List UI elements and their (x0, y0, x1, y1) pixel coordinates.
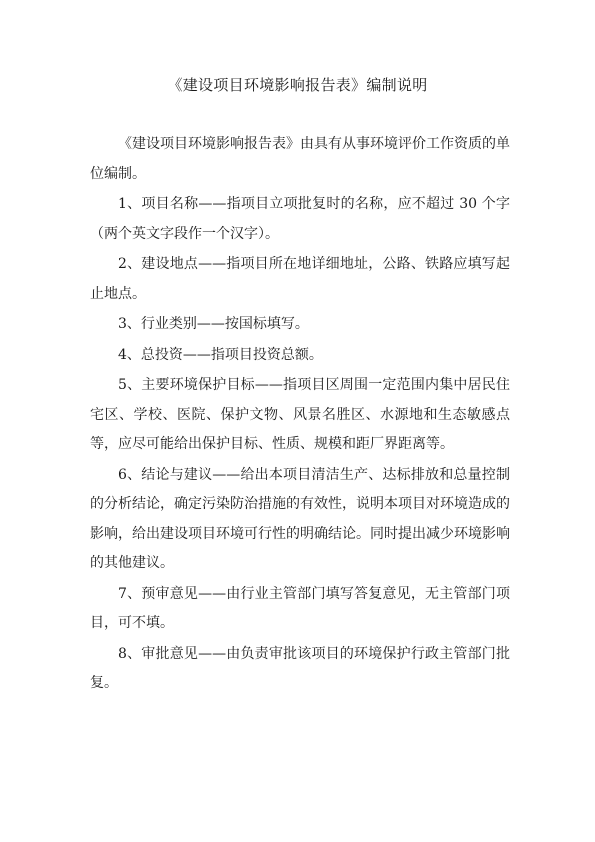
item-construction-site: 2、建设地点——指项目所在地详细地址，公路、铁路应填写起止地点。 (90, 256, 510, 302)
intro-paragraph: 《建设项目环境影响报告表》由具有从事环境评价工作资质的单位编制。 (90, 136, 510, 182)
item-project-name: 1、项目名称——指项目立项批复时的名称，应不超过 30 个字（两个英文字段作一个汉字）。 (90, 196, 510, 242)
instructions-body (90, 130, 510, 700)
item-protection-targets: 5、主要环境保护目标——指项目区周围一定范围内集中居民住宅区、学校、医院、保护文物、风景名胜区、水源地和生态敏感点等，应尽可能给出保护目标、性质、规模和距厂界距离等。 (90, 377, 510, 452)
item-total-investment: 4、总投资——指项目投资总额。 (118, 346, 323, 363)
page-title: 《建设项目环境影响报告表》编制说明 (167, 76, 428, 94)
item-conclusions: 6、结论与建议——给出本项目清洁生产、达标排放和总量控制的分析结论，确定污染防治措施的有效性，说明本项目对环境造成的影响，给出建设项目环境可行性的明确结论。同时提出减少环境影响的其他建议。 (90, 466, 510, 571)
item-preliminary-review: 7、预审意见——由行业主管部门填写答复意见，无主管部门项目，可不填。 (90, 585, 510, 631)
item-industry-category: 3、行业类别——按国标填写。 (118, 316, 309, 332)
item-approval-opinion: 8、审批意见——由负责审批该项目的环境保护行政主管部门批复。 (90, 645, 510, 691)
